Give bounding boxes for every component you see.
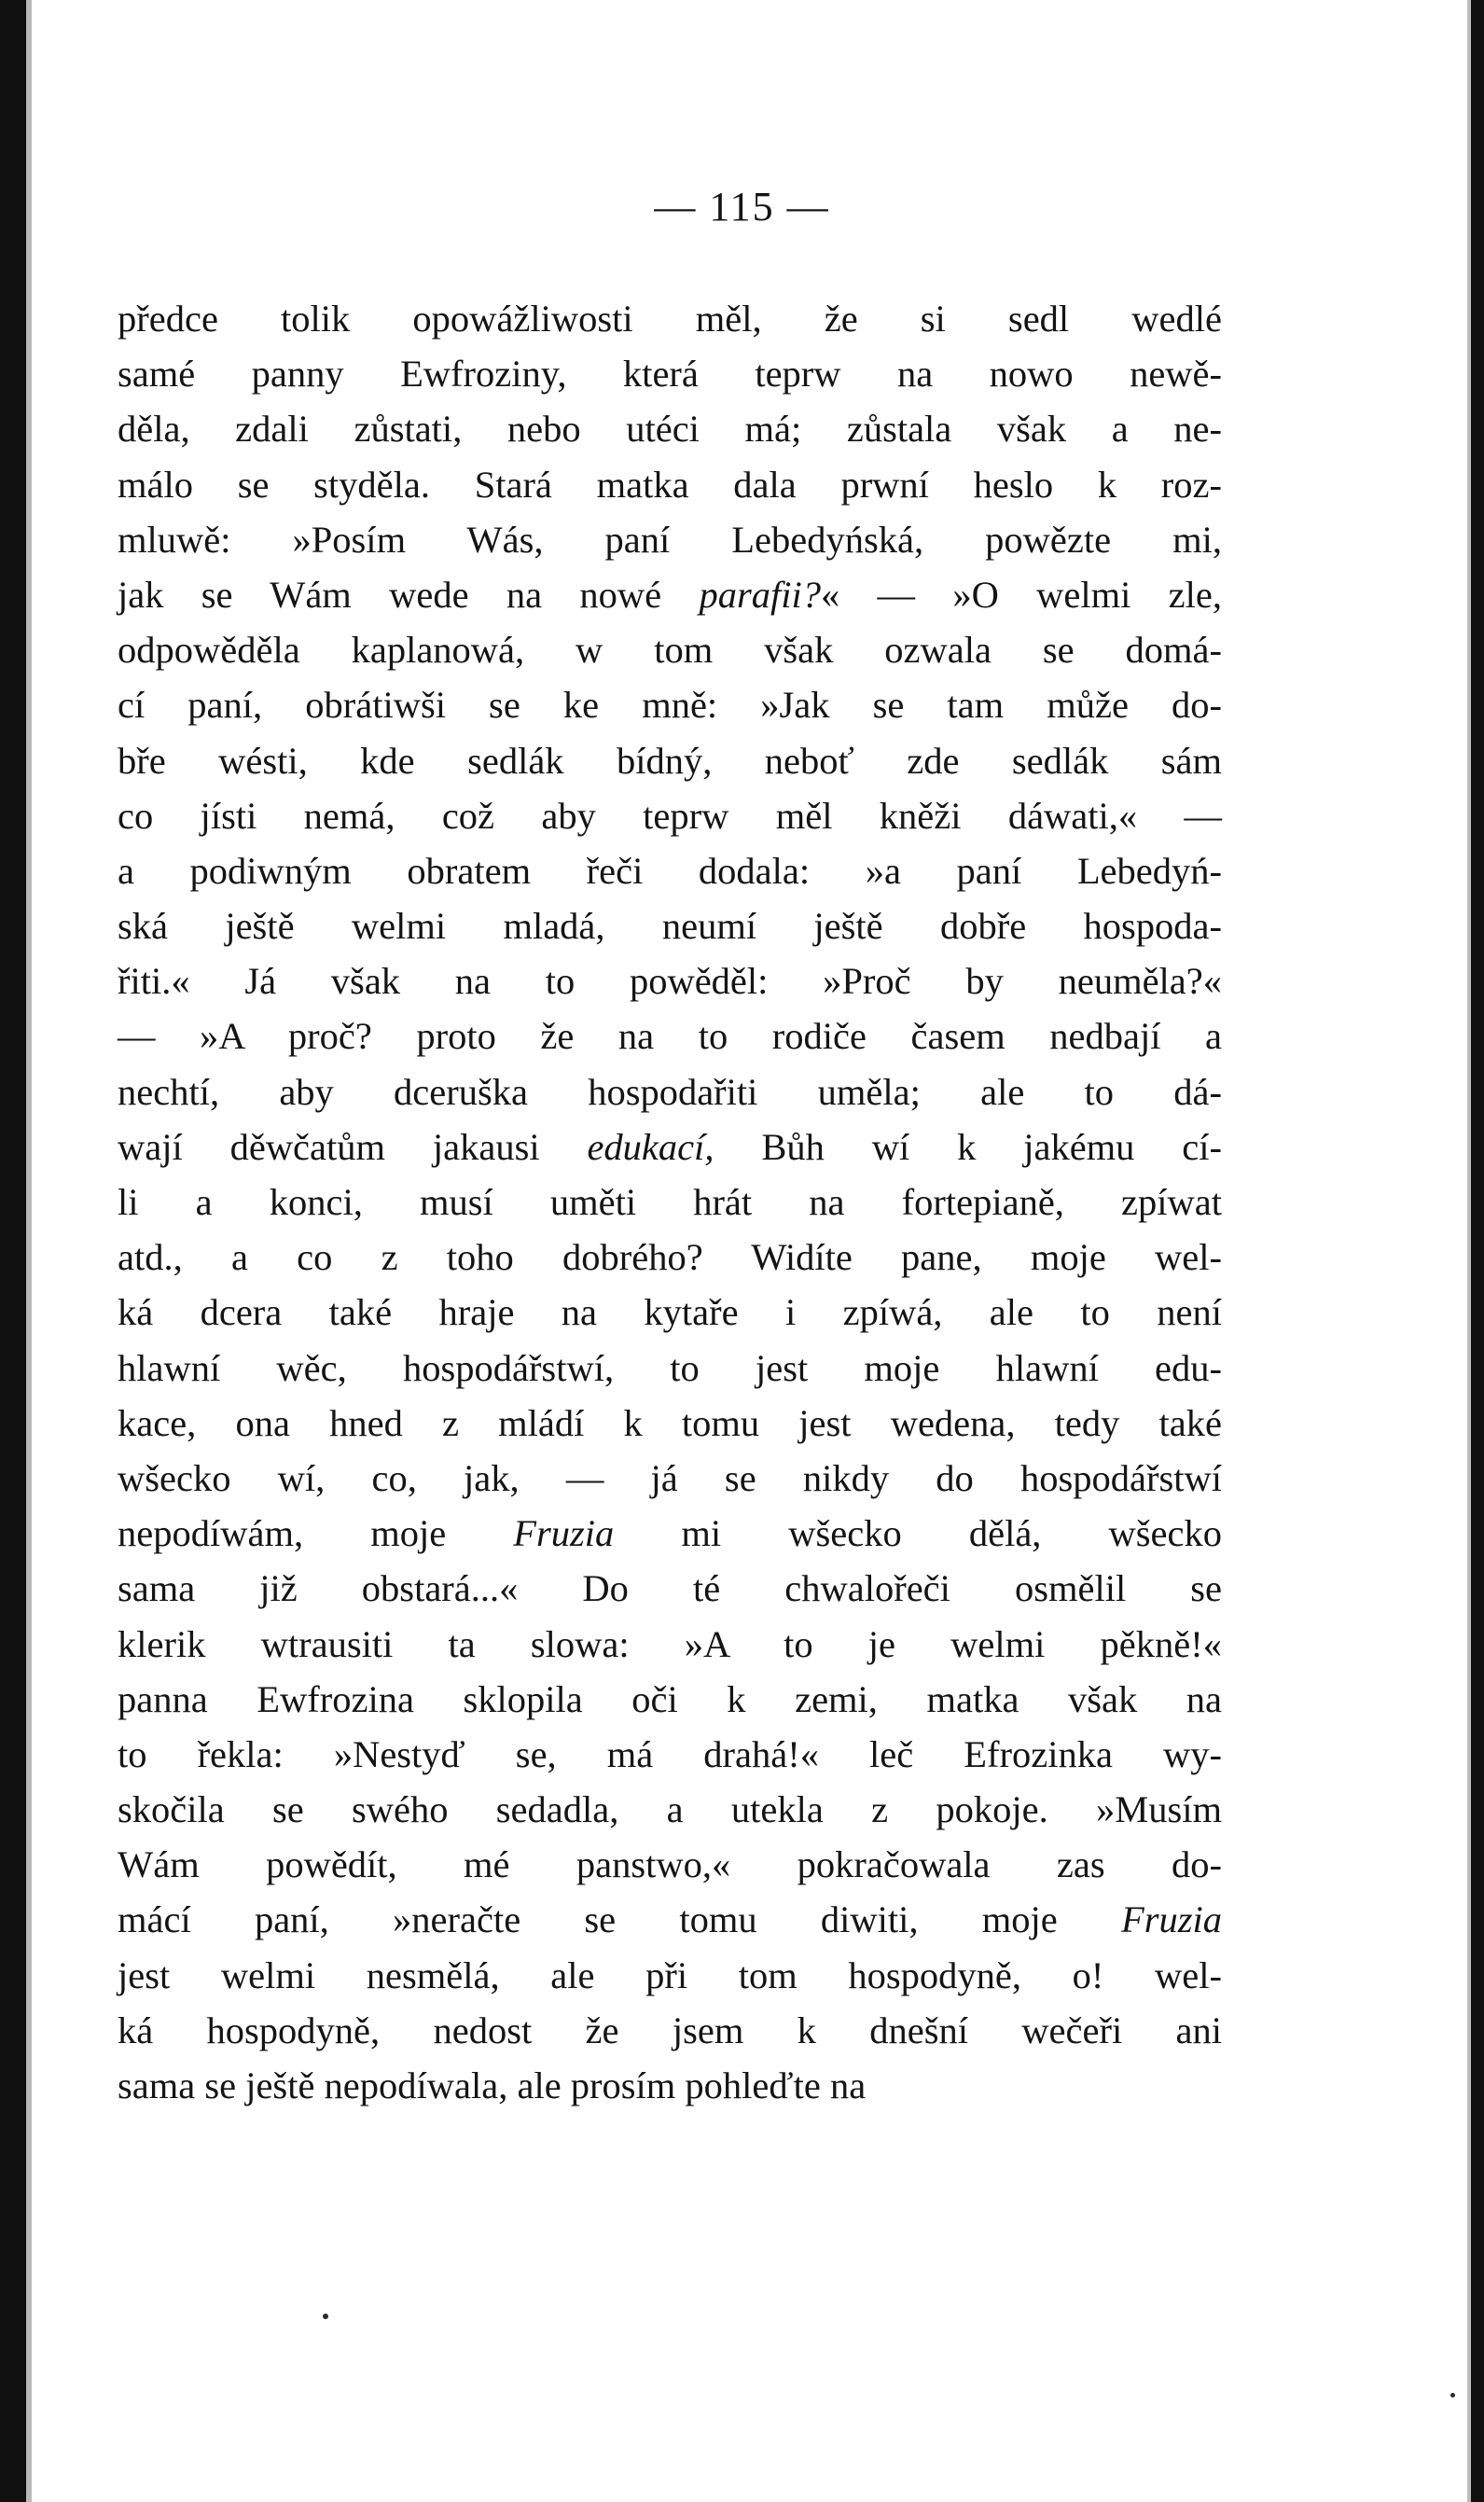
page-number: — 115 — (654, 184, 830, 229)
text-run: odpowěděla kaplanowá, w tom však ozwala se domá- (118, 629, 1222, 672)
text-run: samé panny Ewfroziny, která teprw na nowo newě- (118, 353, 1222, 396)
text-line (118, 1396, 1222, 1451)
text-line (118, 1561, 1222, 1616)
italic-text-run: parafii? (699, 573, 821, 616)
text-line (118, 1451, 1222, 1506)
text-run: nechtí, aby dceruška hospodařiti uměla; ale to dá- (118, 1070, 1222, 1113)
text-run: děla, zdali zůstati, nebo utéci má; zůstala však a ne- (118, 408, 1222, 451)
italic-text-run: Fruzia (513, 1512, 615, 1555)
italic-text-run: Fruzia (1120, 1898, 1222, 1941)
text-run: panna Ewfrozina sklopila oči k zemi, matka však na (118, 1677, 1222, 1720)
text-run: bře wésti, kde sedlák bídný, neboť zde sedlák sám (118, 739, 1222, 782)
text-run: jest welmi nesmělá, ale při tom hospodyně, o! wel- (118, 1953, 1222, 1996)
text-line (118, 622, 1222, 677)
text-line (118, 291, 1222, 346)
text-line (118, 898, 1222, 953)
text-line (118, 1782, 1222, 1837)
text-run: málo se styděla. Stará matka dala prwní heslo k roz- (118, 463, 1222, 506)
text-run: předce tolik opowážliwosti měl, že si sedl wedlé (118, 298, 1222, 340)
text-line (118, 953, 1222, 1008)
ink-speck (323, 2314, 328, 2319)
text-run: ská ještě welmi mladá, neumí ještě dobře hospoda- (118, 905, 1222, 948)
text-line (118, 1837, 1222, 1892)
text-line (118, 1617, 1222, 1672)
text-run: Wám powědít, mé panstwo,« pokračowala zas do- (118, 1843, 1222, 1886)
text-line (118, 1285, 1222, 1340)
text-line (118, 512, 1222, 567)
italic-text-run: edukací, (587, 1125, 714, 1168)
text-line (118, 401, 1222, 456)
scan-left-edge (0, 0, 26, 2502)
text-run: cí paní, obrátiwši se ke mně: »Jak se tam může do- (118, 684, 1222, 727)
scan-right-edge-shadow (1467, 0, 1471, 2502)
text-run: skočila se swého sedadla, a utekla z pokoje. »Musím (118, 1788, 1222, 1831)
scan-right-edge (1471, 0, 1484, 2502)
text-line (118, 788, 1222, 843)
text-line (118, 457, 1222, 512)
text-line (118, 1672, 1222, 1727)
text-line (118, 1064, 1222, 1119)
text-line (118, 1506, 1222, 1561)
text-line (118, 2058, 1222, 2113)
text-run: nepodíwám, moje (118, 1512, 514, 1555)
text-run: jak se Wám wede na nowé (118, 573, 700, 616)
text-run: mácí paní, »neračte se tomu diwiti, moje (118, 1898, 1121, 1941)
text-run: to řekla: »Nestyď se, má drahá!« leč Efrozinka wy- (118, 1732, 1222, 1775)
text-run: klerik wtrausiti ta slowa: »A to je welmi pěkně!« (118, 1622, 1222, 1665)
text-run: mluwě: »Posím Wás, paní Lebedyńská, powězte mi, (118, 518, 1222, 561)
text-run: hlawní wěc, hospodářstwí, to jest moje hlawní edu- (118, 1346, 1222, 1389)
text-line (118, 843, 1222, 898)
text-line (118, 1341, 1222, 1396)
text-run: li a konci, musí uměti hrát na fortepianě, zpíwat (118, 1181, 1222, 1223)
text-run: « — »O welmi zle, (820, 573, 1223, 616)
text-line (118, 1948, 1222, 2003)
text-run: co jísti nemá, což aby teprw měl kněži dáwati,« — (118, 794, 1222, 837)
text-run: wšecko wí, co, jak, — já se nikdy do hospodářstwí (118, 1456, 1222, 1499)
text-run: ká dcera také hraje na kytaře i zpíwá, ale to není (118, 1291, 1222, 1334)
text-line (118, 733, 1222, 788)
text-run: ká hospodyně, nedost že jsem k dnešní wečeři ani (118, 2009, 1222, 2051)
text-line (118, 677, 1222, 732)
text-line (118, 567, 1222, 622)
text-line (118, 1892, 1222, 1947)
text-run: a podiwným obratem řeči dodala: »a paní Lebedyń- (118, 849, 1222, 892)
text-line (118, 346, 1222, 401)
ink-speck (1450, 2393, 1455, 2398)
body-text (118, 291, 1222, 2113)
text-run: mi wšecko dělá, wšecko (614, 1512, 1222, 1555)
text-line (118, 1008, 1222, 1063)
text-line (118, 1727, 1222, 1782)
text-line (118, 1175, 1222, 1230)
text-run: wají děwčatům jakausi (118, 1125, 588, 1168)
text-run: řiti.« Já však na to powěděl: »Proč by neuměla?« (118, 960, 1222, 1003)
text-run: Bůh wí k jakému cí- (714, 1125, 1222, 1168)
text-run: kace, ona hned z mládí k tomu jest wedena, tedy také (118, 1401, 1222, 1444)
text-run: sama již obstará...« Do té chwalořeči osmělil se (118, 1567, 1222, 1610)
text-run: sama se ještě nepodíwala, ale prosím pohleďte na (118, 2064, 867, 2106)
text-line (118, 1230, 1222, 1285)
scan-left-edge-shadow (26, 0, 32, 2502)
text-run: atd., a co z toho dobrého? Widíte pane, moje wel- (118, 1236, 1222, 1279)
text-run: — »A proč? proto že na to rodiče časem nedbají a (118, 1015, 1222, 1058)
text-line (118, 2003, 1222, 2058)
text-line (118, 1119, 1222, 1175)
